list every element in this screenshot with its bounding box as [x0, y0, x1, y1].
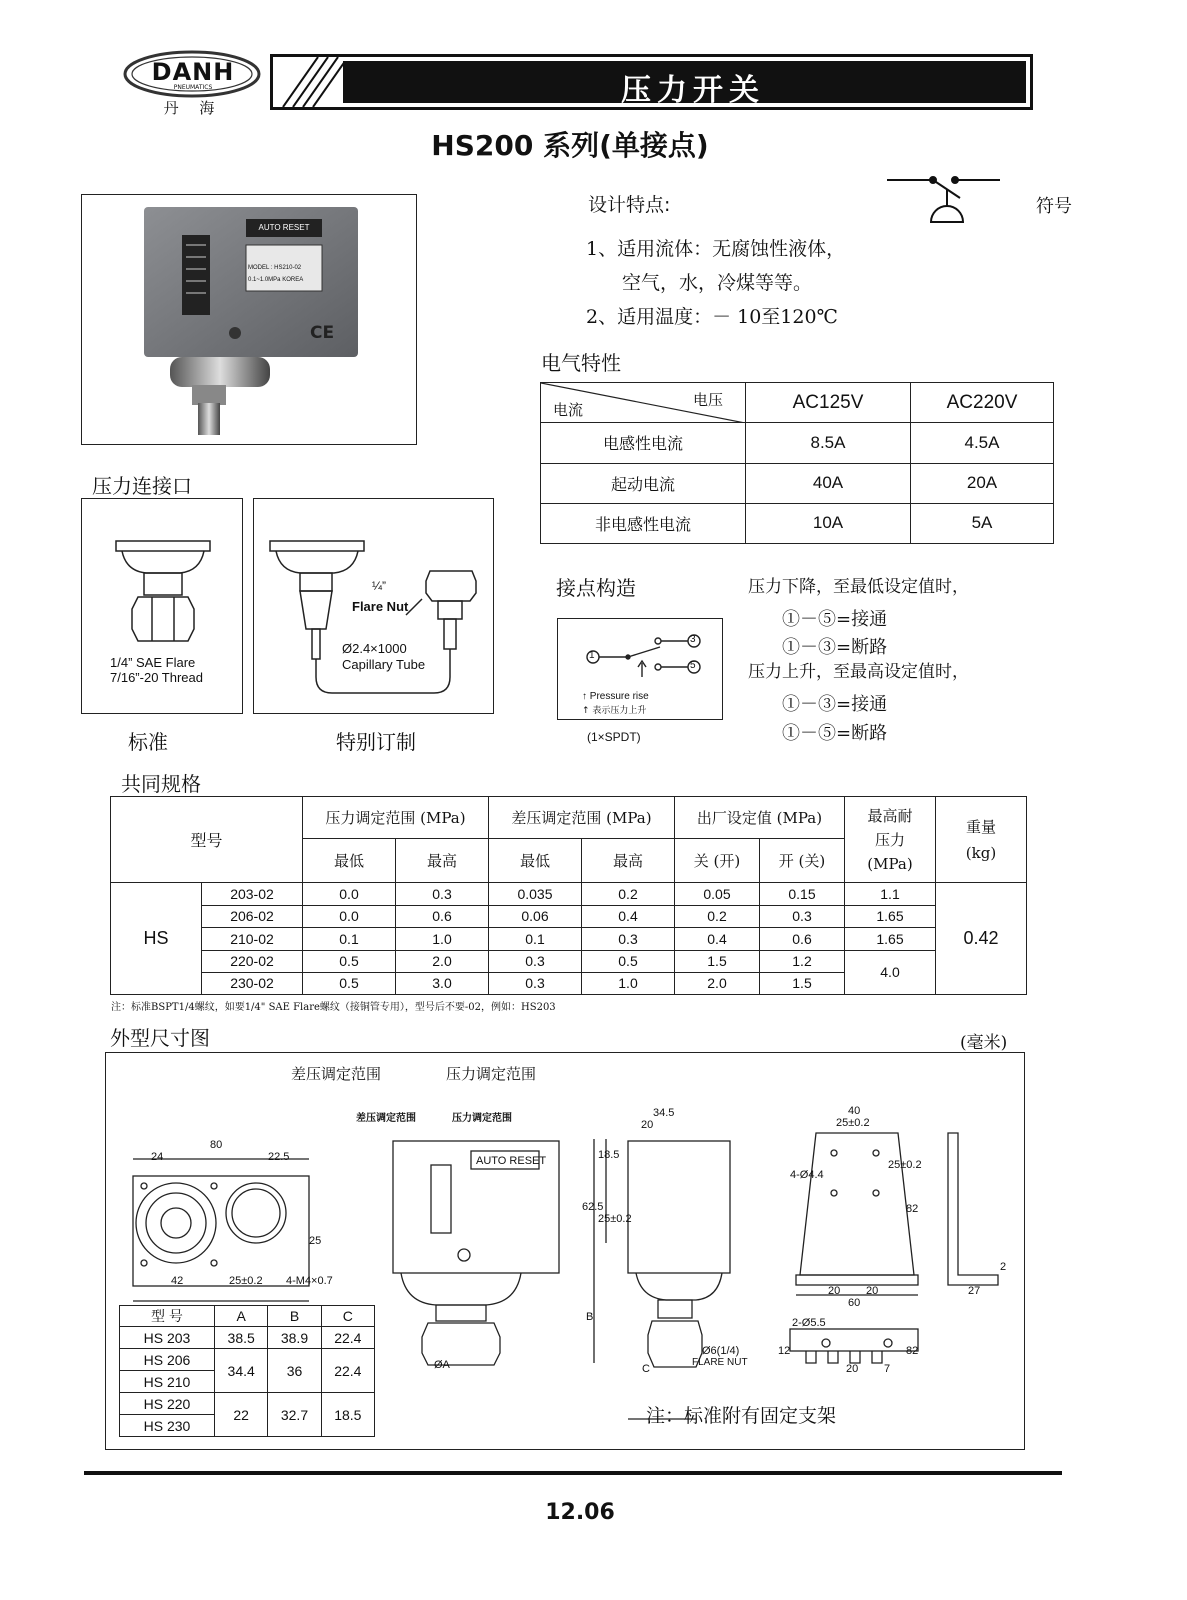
footer-rule	[84, 1471, 1062, 1475]
dim-phi-a: ØA	[434, 1359, 450, 1371]
table-cell: 1.0	[396, 927, 489, 950]
table-row-model: 220-02	[202, 950, 303, 972]
table-cell: 0.035	[489, 883, 582, 905]
contact-node-3: 3	[690, 634, 696, 645]
table-cell: 0.4	[582, 905, 675, 927]
table-cell: 0.2	[582, 883, 675, 905]
dim-cell: 38.5	[215, 1327, 268, 1349]
dim-24: 24	[151, 1151, 164, 1163]
dim-model: HS 230	[120, 1415, 215, 1437]
diff-range-label: 差压调定范围	[291, 1065, 382, 1083]
elec-cell: 10A	[746, 503, 911, 543]
table-cell: 0.3	[396, 883, 489, 905]
dim-80: 80	[210, 1139, 223, 1151]
contact-heading: 接点构造	[556, 576, 636, 600]
dim-header: 型 号	[120, 1306, 215, 1327]
dimension-unit: (毫米)	[960, 1033, 1008, 1053]
table-cell: 0.6	[396, 905, 489, 927]
standard-thread-1: 1/4” SAE Flare	[110, 655, 196, 670]
contact-diagram	[557, 618, 723, 720]
symbol-label: 符号	[1036, 196, 1072, 217]
spec-pressure-range: 压力调定范围 (MPa)	[303, 797, 489, 839]
spec-factory-setting: 出厂设定值 (MPa)	[675, 797, 845, 839]
dimension-table	[119, 1305, 375, 1437]
dim-62-5: 62.5	[582, 1201, 604, 1213]
custom-caption: 特别订制	[336, 730, 416, 754]
pressure-fall-a: ①－⑤=接通	[782, 609, 888, 630]
dim-cell: 22.4	[321, 1327, 374, 1349]
custom-connection-panel	[253, 498, 494, 714]
dim-25-v: 25±0.2	[598, 1213, 632, 1225]
spec-max: 最高	[396, 839, 489, 883]
elec-corner-cell	[541, 383, 746, 423]
elec-cell: 20A	[911, 463, 1054, 503]
dim-82-b: 82	[906, 1345, 919, 1357]
dim-c: C	[642, 1363, 650, 1375]
dim-7: 7	[884, 1363, 891, 1375]
press-range-label: 压力调定范围	[446, 1065, 537, 1083]
dim-20-a: 20	[828, 1285, 841, 1297]
spec-off: 关 (开)	[675, 839, 760, 883]
table-cell: 0.3	[582, 927, 675, 950]
spec-max-pressure	[845, 797, 936, 883]
max-pressure-l1: 最高耐	[867, 806, 913, 825]
elec-row-label: 电感性电流	[541, 423, 746, 463]
switch-symbol-icon	[885, 170, 1005, 230]
table-cell: 1.65	[845, 927, 936, 950]
dim-b: B	[586, 1311, 594, 1323]
table-cell: 0.1	[489, 927, 582, 950]
dim-25-r: 25±0.2	[888, 1159, 922, 1171]
dim-82: 82	[906, 1203, 919, 1215]
header-bar	[270, 54, 1033, 110]
table-cell: 0.5	[582, 950, 675, 972]
elec-col-ac220: AC220V	[911, 383, 1054, 423]
table-cell: 0.0	[303, 883, 396, 905]
table-cell: 0.5	[303, 950, 396, 972]
design-item-2: 2、适用温度：－ 10至120℃	[586, 306, 838, 328]
custom-flare-nut: Flare Nut	[352, 599, 409, 614]
auto-reset-label: AUTO RESET	[476, 1155, 547, 1167]
spec-on: 开 (关)	[760, 839, 845, 883]
connection-heading: 压力连接口	[92, 474, 192, 498]
bracket-note: 注：标准附有固定支架	[646, 1405, 837, 1427]
table-cell: 0.0	[303, 905, 396, 927]
pressure-rise-cn: ↑ 表示压力上升	[582, 706, 647, 716]
pressure-rise-en: ↑ Pressure rise	[582, 691, 649, 702]
dim-25-tol: 25±0.2	[229, 1275, 263, 1287]
dim-4-phi: 4-Ø4.4	[790, 1169, 824, 1181]
pressure-fall-b: ①－③=断路	[782, 637, 888, 658]
dim-cell: 22	[215, 1393, 268, 1437]
table-cell: 0.05	[675, 883, 760, 905]
elec-row-label: 起动电流	[541, 463, 746, 503]
dim-cell: 18.5	[321, 1393, 374, 1437]
spec-max: 最高	[582, 839, 675, 883]
spec-weight-header	[936, 797, 1027, 883]
spec-series: HS	[111, 883, 202, 995]
table-row-model: 210-02	[202, 927, 303, 950]
brand-name-cn: 丹 海	[163, 99, 223, 117]
logo-sub: PNEUMATICS	[173, 84, 213, 91]
elec-corner-top: 电压	[692, 391, 723, 409]
dim-cell: 36	[268, 1349, 321, 1393]
dim-model: HS 206	[120, 1349, 215, 1371]
elec-cell: 5A	[911, 503, 1054, 543]
elec-col-ac125: AC125V	[746, 383, 911, 423]
table-cell: 2.0	[675, 972, 760, 994]
standard-thread-2: 7/16”-20 Thread	[110, 670, 203, 685]
table-cell: 0.2	[675, 905, 760, 927]
dim-header: A	[215, 1306, 268, 1327]
dim-60: 60	[848, 1297, 861, 1309]
table-cell: 0.5	[303, 972, 396, 994]
contact-node-5: 5	[690, 660, 696, 671]
dim-25: 25	[309, 1235, 322, 1247]
pressure-rise-a: ①－③=接通	[782, 694, 888, 715]
dim-42: 42	[171, 1275, 184, 1287]
table-row-model: 230-02	[202, 972, 303, 994]
design-heading: 设计特点:	[588, 194, 671, 216]
spec-min: 最低	[489, 839, 582, 883]
page-number: 12.06	[545, 1500, 615, 1525]
dim-header: C	[321, 1306, 374, 1327]
nameplate-range: 0.1~1.0MPa KOREA	[248, 277, 304, 283]
pressure-switch-icon	[82, 195, 415, 443]
dim-12: 12	[778, 1345, 791, 1357]
electrical-table	[540, 382, 1054, 544]
dim-34-5: 34.5	[653, 1107, 675, 1119]
table-cell: 0.4	[675, 927, 760, 950]
table-cell: 0.3	[489, 950, 582, 972]
dimension-heading: 外型尺寸图	[110, 1026, 210, 1050]
spec-heading: 共同规格	[121, 772, 201, 796]
spec-weight-value: 0.42	[936, 883, 1027, 995]
page-title: HS200 系列(单接点)	[431, 129, 709, 162]
custom-capillary-2: Capillary Tube	[342, 657, 426, 672]
side-press-label: 压力调定范围	[452, 1113, 512, 1124]
standard-connection-panel	[81, 498, 243, 714]
dim-model: HS 220	[120, 1393, 215, 1415]
dim-model: HS 210	[120, 1371, 215, 1393]
pressure-rise-b: ①－⑤=断路	[782, 723, 888, 744]
table-row-model: 206-02	[202, 905, 303, 927]
spec-model-header: 型号	[111, 797, 303, 883]
table-cell: 3.0	[396, 972, 489, 994]
table-cell: 4.0	[845, 950, 936, 994]
stripes-icon	[273, 57, 343, 107]
dim-20-c: 20	[846, 1363, 859, 1375]
dim-25-b: 25±0.2	[836, 1117, 870, 1129]
dim-cell: 32.7	[268, 1393, 321, 1437]
pressure-rise-text: 压力上升，至最高设定值时，	[748, 662, 969, 682]
spec-min: 最低	[303, 839, 396, 883]
category-title: 压力开关	[621, 73, 765, 108]
table-cell: 0.06	[489, 905, 582, 927]
weight-l1: 重量	[965, 817, 996, 836]
spec-table	[110, 796, 1027, 995]
max-pressure-l3: (MPa)	[867, 854, 913, 873]
elec-corner-bottom: 电流	[553, 401, 584, 420]
max-pressure-l2: 压力	[874, 830, 905, 849]
brand-logo	[123, 50, 261, 120]
elec-cell: 4.5A	[911, 423, 1054, 463]
table-cell: 1.2	[760, 950, 845, 972]
dim-20: 20	[641, 1119, 654, 1131]
dim-model: HS 203	[120, 1327, 215, 1349]
table-cell: 1.0	[582, 972, 675, 994]
table-cell: 0.3	[489, 972, 582, 994]
table-cell: 0.3	[760, 905, 845, 927]
design-item-1a: 1、适用流体：无腐蚀性液体，	[586, 238, 846, 260]
table-cell: 0.6	[760, 927, 845, 950]
dim-cell: 38.9	[268, 1327, 321, 1349]
side-diff-label: 差压调定范围	[356, 1113, 416, 1124]
table-cell: 0.15	[760, 883, 845, 905]
auto-reset-plate: AUTO RESET	[258, 223, 310, 232]
dim-flare-nut: FLARE NUT	[692, 1357, 748, 1368]
dim-2: 2	[1000, 1261, 1007, 1273]
pressure-fall-text: 压力下降，至最低设定值时，	[748, 577, 969, 597]
dim-header: B	[268, 1306, 321, 1327]
table-cell: 2.0	[396, 950, 489, 972]
standard-caption: 标准	[128, 730, 168, 754]
dim-27: 27	[968, 1285, 981, 1297]
dim-20-b: 20	[866, 1285, 879, 1297]
dim-40: 40	[848, 1105, 861, 1117]
table-cell: 1.65	[845, 905, 936, 927]
elec-row-label: 非电感性电流	[541, 503, 746, 543]
dim-m4: 4-M4×0.7	[286, 1275, 333, 1287]
dim-cell: 22.4	[321, 1349, 374, 1393]
dimension-panel	[105, 1052, 1025, 1450]
device-photo	[81, 194, 417, 445]
table-cell: 1.5	[760, 972, 845, 994]
spec-note: 注：标准BSPT1/4螺纹，如要1/4" SAE Flare螺纹（接铜管专用），型号后不要-02，例如：HS203	[111, 1002, 556, 1013]
electrical-heading: 电气特性	[541, 351, 621, 375]
contact-node-1: 1	[589, 650, 595, 661]
dim-cell: 34.4	[215, 1349, 268, 1393]
elec-cell: 8.5A	[746, 423, 911, 463]
dim-phi-6: Ø6(1/4)	[702, 1345, 740, 1357]
dim-22-5: 22.5	[268, 1151, 290, 1163]
dim-2-phi-5-5: 2-Ø5.5	[792, 1317, 826, 1329]
spec-diff-range: 差压调定范围 (MPa)	[489, 797, 675, 839]
nameplate-model: MODEL : HS210-02	[248, 265, 302, 271]
spdt-label: (1×SPDT)	[587, 730, 641, 744]
dim-18-5: 18.5	[598, 1149, 620, 1161]
ce-mark: CE	[310, 323, 335, 343]
elec-cell: 40A	[746, 463, 911, 503]
logo-text: DANH	[151, 58, 235, 86]
weight-l2: (kg)	[965, 843, 997, 862]
table-cell: 1.5	[675, 950, 760, 972]
custom-fraction: ¼”	[372, 579, 387, 593]
flare-fitting-icon	[82, 499, 242, 649]
table-cell: 0.1	[303, 927, 396, 950]
table-row-model: 203-02	[202, 883, 303, 905]
table-cell: 1.1	[845, 883, 936, 905]
design-item-1b: 空气，水，冷煤等等。	[622, 272, 813, 294]
custom-capillary-1: Ø2.4×1000	[342, 641, 407, 656]
